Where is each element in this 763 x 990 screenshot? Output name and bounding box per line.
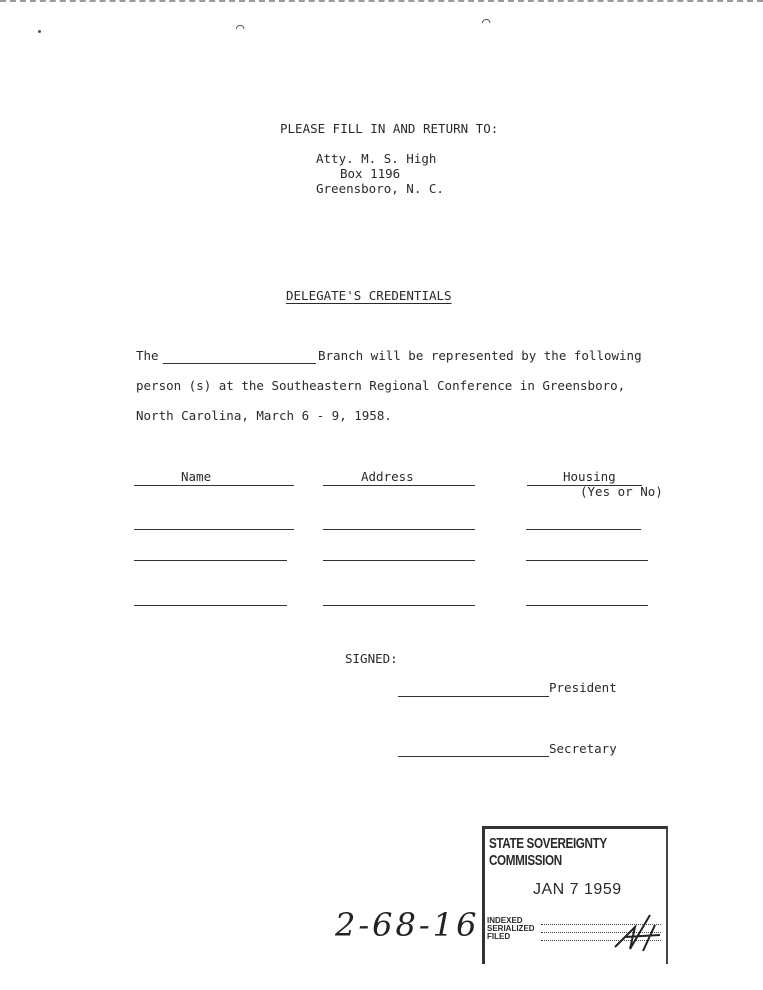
row2-address-field[interactable] [323, 560, 475, 561]
perforated-edge [0, 0, 763, 5]
branch-name-field[interactable] [163, 363, 316, 364]
row1-housing-field[interactable] [526, 529, 641, 530]
row1-address-field[interactable] [323, 529, 475, 530]
row1-name-field[interactable] [134, 529, 294, 530]
stamp-date: JAN 7 1959 [533, 881, 622, 898]
president-signature-field[interactable] [398, 696, 549, 697]
initials-scribble [605, 907, 665, 957]
secretary-signature-field[interactable] [398, 756, 549, 757]
scan-speck [38, 30, 41, 33]
header-housing: Housing [563, 469, 616, 484]
return-city: Greensboro, N. C. [316, 181, 444, 196]
return-name: Atty. M. S. High [316, 151, 437, 166]
secretary-label: Secretary [549, 741, 617, 756]
handwritten-file-number: 2-68-16 [335, 906, 480, 944]
row2-name-field[interactable] [134, 560, 287, 561]
paragraph-the: The [136, 348, 159, 363]
return-box: Box 1196 [340, 166, 401, 181]
stamp-indexed: INDEXED [487, 916, 523, 925]
paragraph-line1: Branch will be represented by the following [318, 348, 642, 363]
paragraph-line2: person (s) at the Southeastern Regional Conference in Greensboro, [136, 378, 626, 393]
scan-mark: ⌒ [236, 20, 245, 36]
signed-label: SIGNED: [345, 651, 398, 666]
header-housing-sub: (Yes or No) [580, 484, 663, 499]
paragraph-line3: North Carolina, March 6 - 9, 1958. [136, 408, 392, 423]
header-rule-address [323, 485, 475, 486]
header-rule-housing [527, 485, 642, 486]
return-heading: PLEASE FILL IN AND RETURN TO: [280, 121, 499, 136]
row2-housing-field[interactable] [526, 560, 648, 561]
header-address: Address [361, 469, 414, 484]
scan-mark: ⌒ [482, 14, 491, 30]
row3-address-field[interactable] [323, 605, 475, 606]
row3-name-field[interactable] [134, 605, 287, 606]
stamp-title: STATE SOVEREIGNTY COMMISSION [489, 835, 607, 869]
header-rule-name [134, 485, 294, 486]
document-title: DELEGATE'S CREDENTIALS [286, 288, 452, 303]
stamp-serialized: SERIALIZED [487, 924, 535, 933]
row3-housing-field[interactable] [526, 605, 648, 606]
header-name: Name [181, 469, 212, 484]
commission-stamp [482, 826, 668, 964]
stamp-filed: FILED [487, 932, 511, 941]
president-label: President [549, 680, 617, 695]
